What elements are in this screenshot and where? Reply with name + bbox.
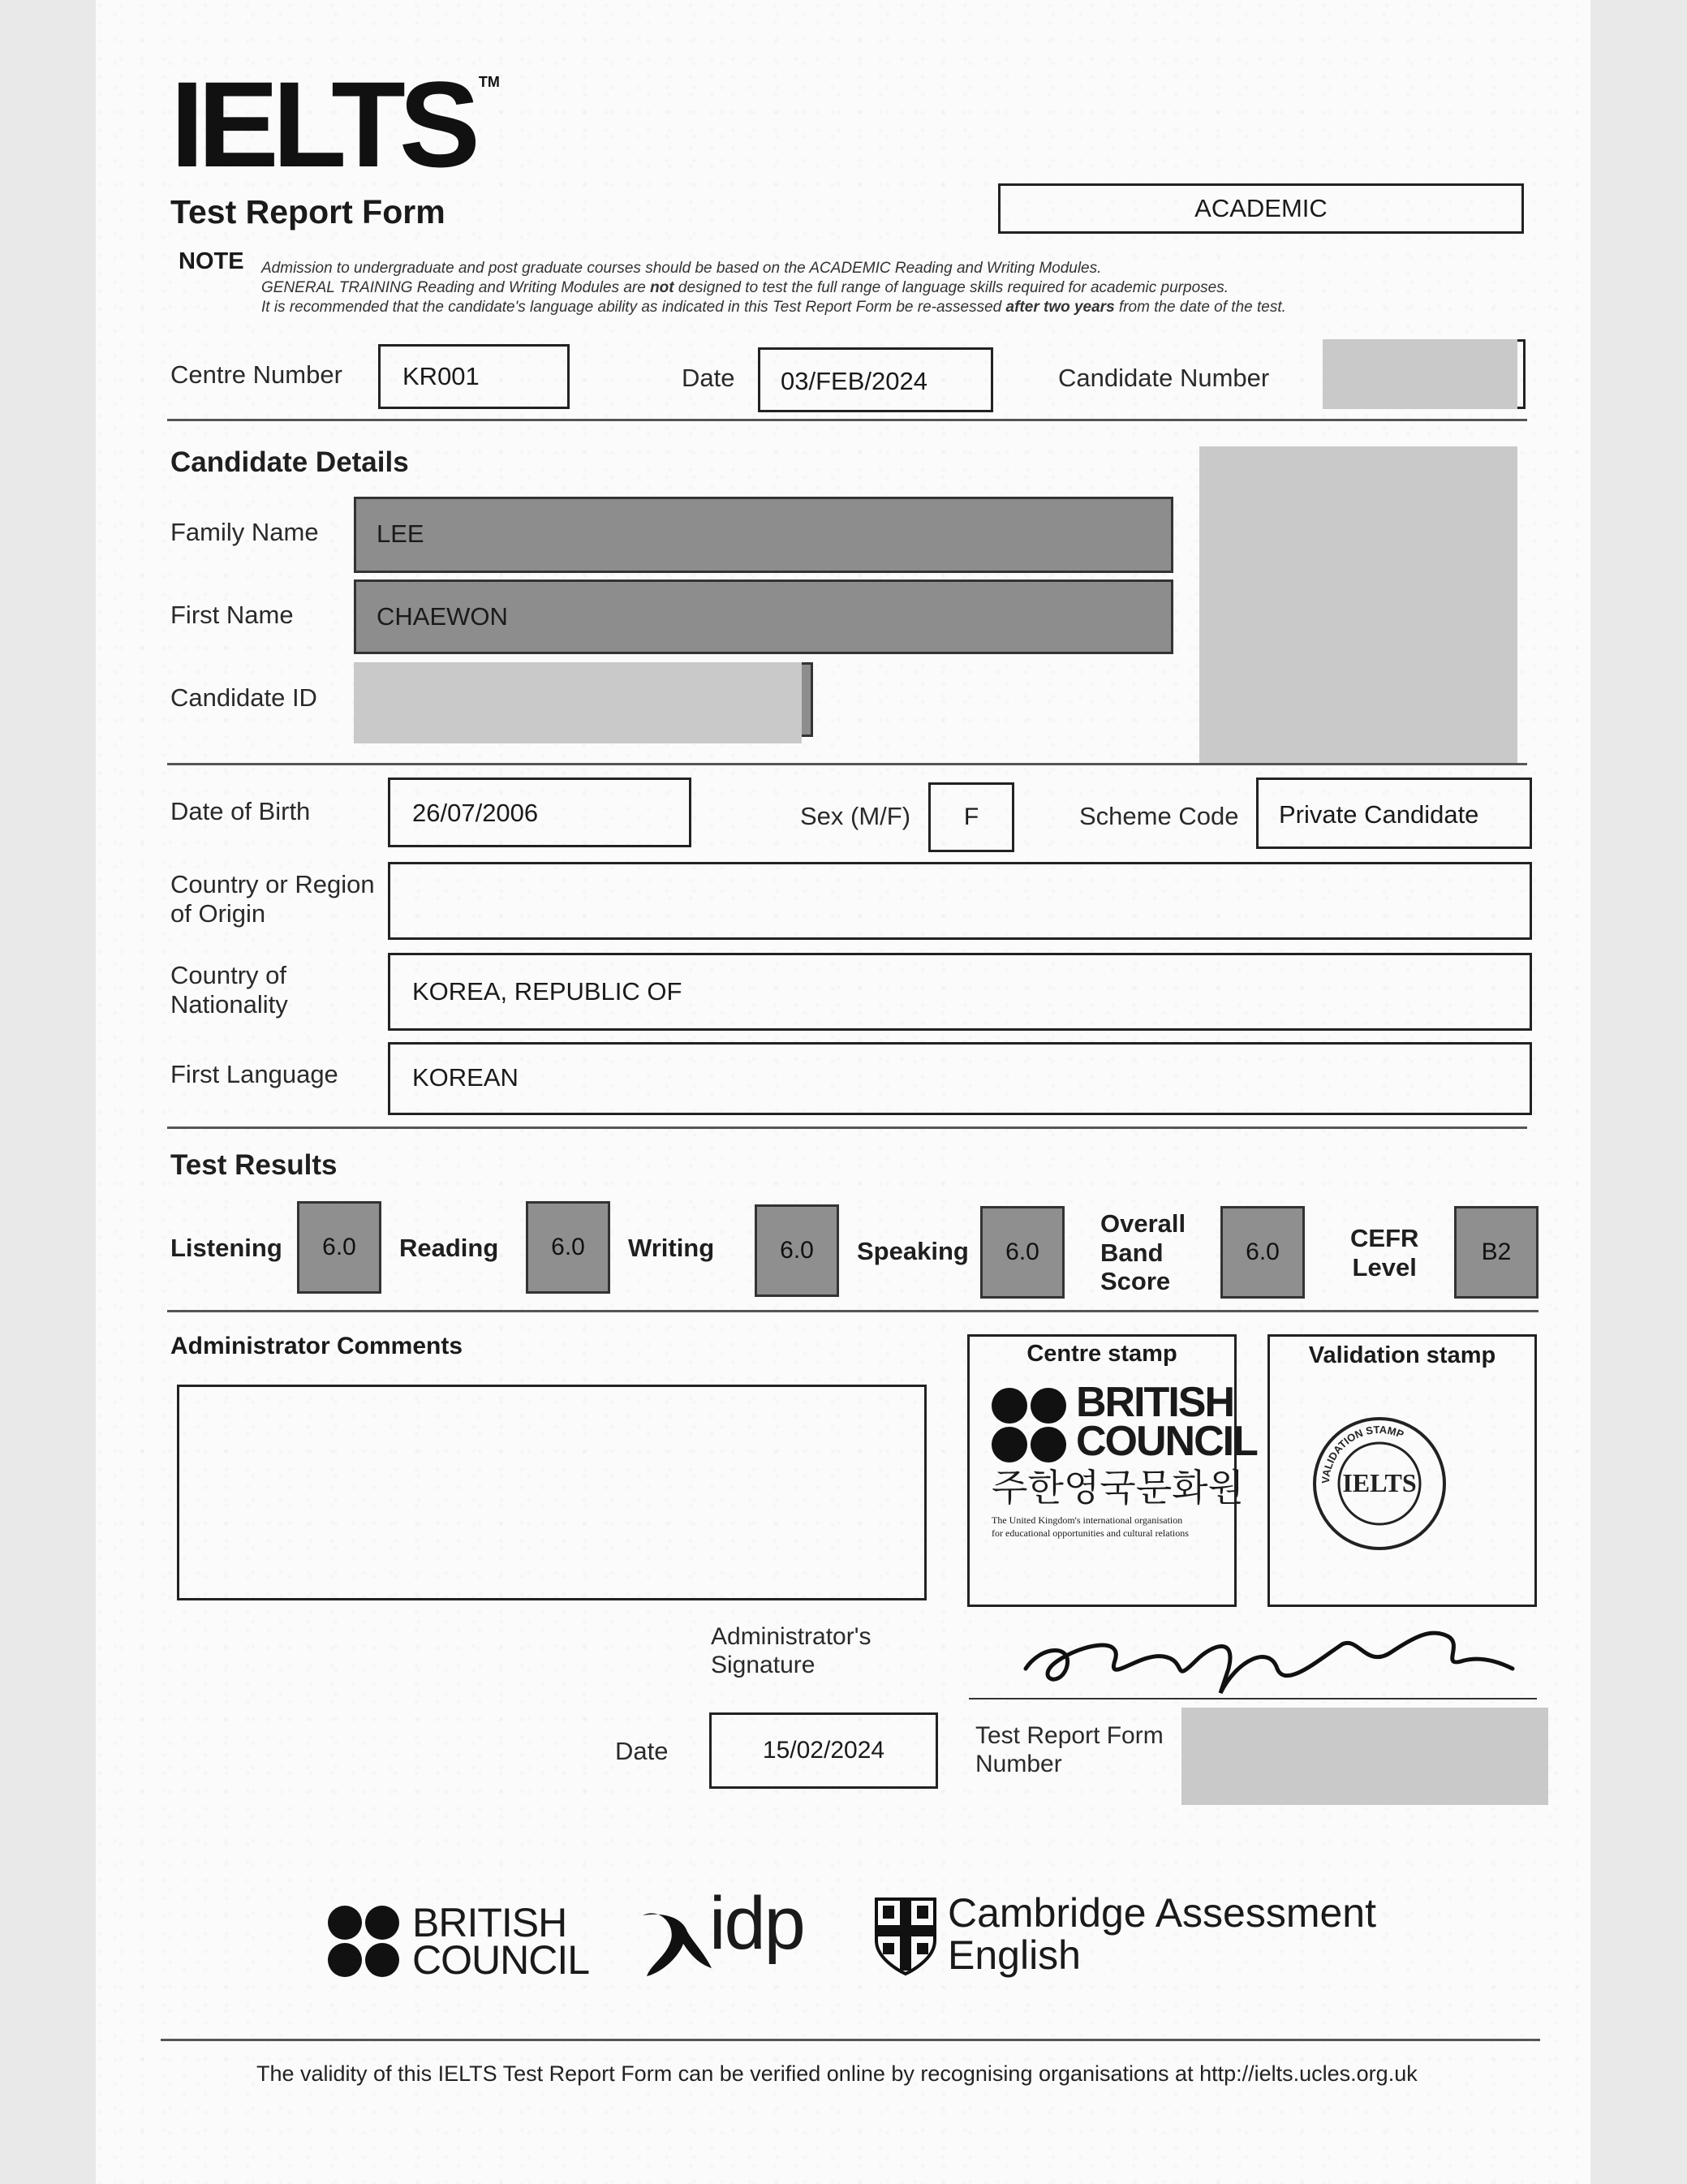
reading-score: 6.0 (526, 1201, 610, 1294)
writing-label: Writing (628, 1234, 715, 1262)
bc-dot (1031, 1388, 1066, 1424)
cefr-label (1350, 1224, 1418, 1282)
dob-label: Date of Birth (170, 797, 311, 825)
scheme-code-value: Private Candidate (1279, 800, 1479, 829)
nationality-label (170, 961, 288, 1019)
note-line-2 (261, 279, 1229, 297)
bc-logo-line-1: BRITISH (412, 1900, 567, 1945)
british-council-logo (328, 1902, 596, 1984)
tm-mark: TM (478, 74, 500, 90)
family-name-value: LEE (377, 519, 424, 548)
note-line-3 (261, 299, 1286, 317)
reading-label: Reading (399, 1234, 499, 1262)
footer-validity-note: The validity of this IELTS Test Report Form can be verified online by recognising organisations at http://ielts.ucles.org.uk (256, 2061, 1418, 2086)
centre-number-label: Centre Number (170, 360, 342, 389)
signature-line (969, 1698, 1537, 1699)
first-name-value: CHAEWON (377, 602, 508, 631)
note-line-2c: designed to test the full range of language skills required for academic purposes. (674, 279, 1229, 296)
note-line-2b: not (650, 279, 674, 296)
bc-dot (992, 1427, 1027, 1462)
speaking-score: 6.0 (980, 1206, 1065, 1299)
trf-number-redaction (1181, 1708, 1548, 1805)
divider-1 (167, 419, 1527, 421)
admin-comments-label: Administrator Comments (170, 1333, 463, 1359)
bc-dot (365, 1906, 399, 1940)
divider-3 (167, 1126, 1527, 1129)
test-results-heading: Test Results (170, 1149, 338, 1181)
sex-value: F (963, 803, 979, 830)
candidate-id-label: Candidate ID (170, 683, 317, 712)
signature-label-line-1: Administrator's (711, 1623, 871, 1650)
admin-signature (1009, 1612, 1529, 1701)
first-name-label: First Name (170, 601, 294, 629)
overall-label-line-3: Score (1100, 1267, 1171, 1296)
module-box (998, 183, 1524, 234)
issue-date-label: Date (615, 1737, 669, 1765)
origin-box (388, 862, 1532, 940)
note-line-3a: It is recommended that the candidate's language ability as indicated in this Test Report Form be re-assessed (261, 299, 1006, 316)
centre-stamp-small-1: The United Kingdom's international organisation (992, 1514, 1183, 1526)
origin-label-line-1: Country or Region (170, 870, 375, 898)
overall-band-score: 6.0 (1220, 1206, 1305, 1299)
cefr-label-line-2: Level (1352, 1252, 1417, 1282)
british-council-dots-icon (328, 1906, 406, 1984)
candidate-details-heading: Candidate Details (170, 446, 409, 478)
candidate-number-label: Candidate Number (1058, 364, 1270, 392)
test-date-value: 03/FEB/2024 (781, 367, 927, 395)
bc-dot (1031, 1427, 1066, 1462)
idp-mark-icon (635, 1899, 716, 1980)
note-line-2a: GENERAL TRAINING Reading and Writing Modules are (261, 279, 651, 296)
bc-dot (992, 1388, 1027, 1424)
trf-label-line-2: Number (975, 1750, 1062, 1777)
centre-stamp-small-2: for educational opportunities and cultural relations (992, 1527, 1189, 1539)
centre-stamp-org-line-2: COUNCIL (1076, 1418, 1257, 1465)
overall-label-line-2: Band (1100, 1238, 1164, 1267)
cefr-level: B2 (1454, 1206, 1539, 1299)
bc-dot (328, 1943, 362, 1977)
footer-divider (161, 2039, 1540, 2041)
validation-stamp-seal (1308, 1412, 1451, 1555)
note-line-3c: from the date of the test. (1114, 299, 1286, 316)
first-language-box (388, 1042, 1532, 1115)
sex-label: Sex (M/F) (800, 802, 911, 830)
divider-4 (167, 1310, 1539, 1312)
family-name-label: Family Name (170, 518, 319, 546)
trf-label-line-1: Test Report Form (975, 1722, 1164, 1749)
origin-label-line-2: of Origin (170, 898, 266, 928)
note-label: NOTE (179, 248, 244, 274)
issue-date-box (709, 1712, 938, 1789)
test-date-label: Date (682, 364, 735, 392)
divider-2 (167, 763, 1527, 765)
module-value: ACADEMIC (1194, 194, 1328, 222)
signature-scribble-icon (1009, 1612, 1529, 1701)
origin-label (170, 870, 375, 928)
bc-dot (365, 1943, 399, 1977)
bc-logo-line-2: COUNCIL (412, 1937, 590, 1983)
validation-center-text: IELTS (1342, 1468, 1417, 1497)
cambridge-line-2: English (948, 1932, 1081, 1978)
note-line-1: Admission to undergraduate and post graduate courses should be based on the ACADEMIC Reading and Writing Modules. (261, 260, 1102, 277)
centre-number-value: KR001 (402, 362, 480, 390)
cefr-label-line-1: CEFR (1350, 1224, 1419, 1252)
first-language-label: First Language (170, 1060, 338, 1088)
validation-stamp-label: Validation stamp (1308, 1342, 1496, 1368)
candidate-id-redaction (354, 662, 802, 743)
nationality-value: KOREA, REPUBLIC OF (412, 977, 682, 1006)
note-line-3b: after two years (1005, 299, 1115, 316)
nationality-label-line-2: Nationality (170, 989, 288, 1019)
speaking-label: Speaking (857, 1237, 969, 1265)
signature-label-line-2: Signature (711, 1651, 816, 1678)
british-council-dots-icon (992, 1388, 1069, 1466)
centre-stamp-label: Centre stamp (1026, 1341, 1177, 1367)
cambridge-logo (873, 1891, 1376, 1988)
listening-score: 6.0 (297, 1201, 381, 1294)
overall-band-label (1100, 1209, 1186, 1296)
overall-label-line-1: Overall (1100, 1209, 1186, 1238)
writing-score: 6.0 (755, 1204, 839, 1297)
test-report-sheet (96, 0, 1590, 2184)
cambridge-shield-icon (873, 1896, 938, 1977)
form-title: Test Report Form (170, 193, 445, 230)
admin-signature-label (711, 1623, 871, 1679)
nationality-label-line-1: Country of (170, 961, 287, 989)
first-language-value: KOREAN (412, 1063, 519, 1092)
cambridge-line-1: Cambridge Assessment (948, 1890, 1377, 1936)
bc-dot (328, 1906, 362, 1940)
validation-seal-icon (1308, 1412, 1451, 1555)
idp-logo (635, 1882, 829, 1988)
photo-redaction (1199, 446, 1517, 765)
candidate-number-redaction (1323, 339, 1517, 409)
scheme-code-label: Scheme Code (1079, 802, 1239, 830)
centre-stamp-org-line-1: BRITISH (1076, 1379, 1233, 1426)
sex-box (928, 782, 1014, 852)
idp-logo-text: idp (709, 1882, 804, 1965)
issue-date-value: 15/02/2024 (762, 1737, 885, 1764)
dob-value: 26/07/2006 (412, 799, 539, 827)
validation-ring-text: VALIDATION STAMP (1319, 1423, 1406, 1484)
family-name-field (354, 497, 1173, 573)
centre-stamp-korean: 주한영국문화원 (992, 1466, 1245, 1510)
ielts-logo (170, 56, 500, 192)
ielts-logo-text: IELTS (170, 56, 474, 192)
listening-label: Listening (170, 1234, 282, 1262)
admin-comments-box (177, 1385, 927, 1600)
trf-number-label (975, 1722, 1164, 1778)
